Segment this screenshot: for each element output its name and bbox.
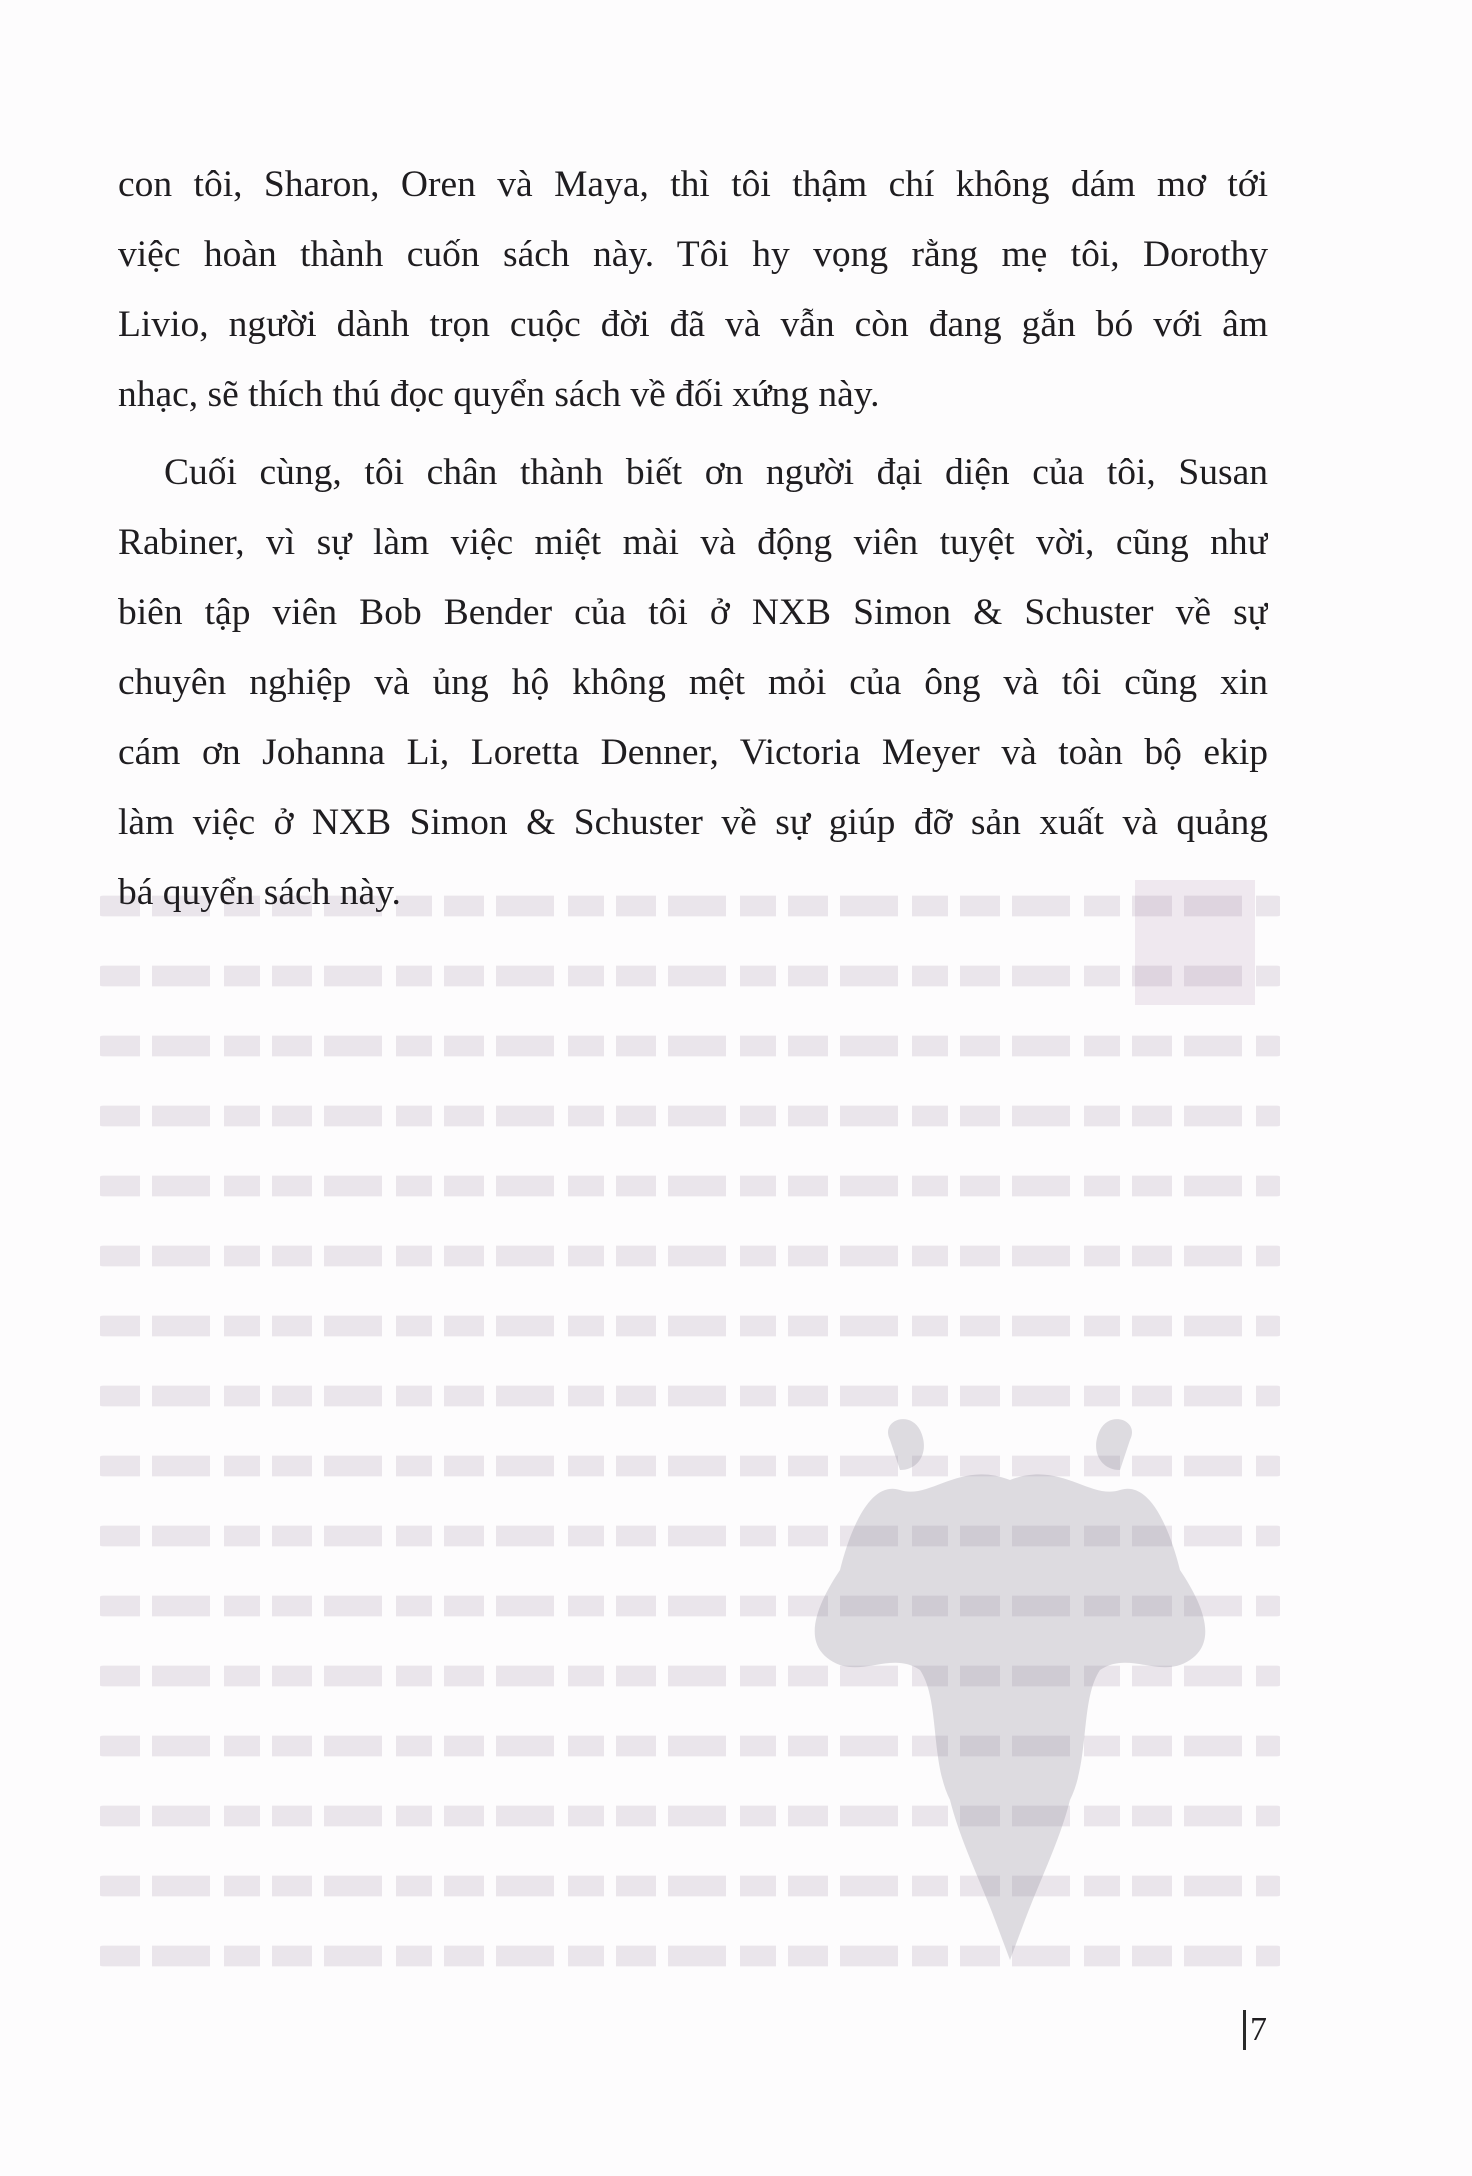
- body-text: [118, 150, 1268, 928]
- page-number: 7: [1250, 2011, 1267, 2048]
- text-line: chuyên nghiệp và ủng hộ không mệt mỏi của ông và tôi cũng xin: [118, 662, 1268, 703]
- text-line: bá quyển sách này.: [118, 872, 401, 913]
- bleed-through-inkblot-figure: [780, 1400, 1240, 1980]
- text-line: con tôi, Sharon, Oren và Maya, thì tôi thậm chí không dám mơ tới: [118, 164, 1268, 205]
- paragraph: [118, 150, 1268, 430]
- text-line: biên tập viên Bob Bender của tôi ở NXB Simon & Schuster về sự: [118, 592, 1268, 633]
- text-line: Cuối cùng, tôi chân thành biết ơn người đại diện của tôi, Susan: [164, 452, 1268, 493]
- page-number-divider: [1243, 2010, 1246, 2050]
- text-line: cám ơn Johanna Li, Loretta Denner, Victoria Meyer và toàn bộ ekip: [118, 732, 1268, 773]
- text-line: việc hoàn thành cuốn sách này. Tôi hy vọng rằng mẹ tôi, Dorothy: [118, 234, 1268, 275]
- paragraph: [118, 438, 1268, 928]
- text-line: Rabiner, vì sự làm việc miệt mài và động viên tuyệt vời, cũng như: [118, 522, 1268, 563]
- text-line: nhạc, sẽ thích thú đọc quyển sách về đối xứng này.: [118, 374, 880, 415]
- text-line: làm việc ở NXB Simon & Schuster về sự giúp đỡ sản xuất và quảng: [118, 802, 1268, 843]
- text-line: Livio, người dành trọn cuộc đời đã và vẫn còn đang gắn bó với âm: [118, 304, 1268, 345]
